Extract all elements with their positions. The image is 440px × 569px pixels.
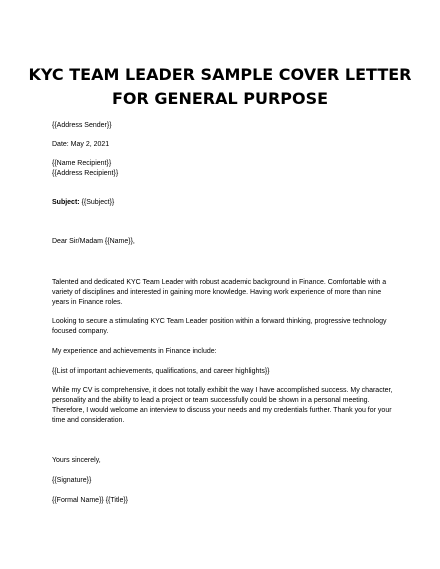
paragraph-2 — [52, 317, 397, 337]
paragraph-1 — [52, 278, 397, 308]
paragraph-2-text: Looking to secure a stimulating KYC Team Leader position within a forward thinking, progressive technology focused company. — [52, 318, 387, 335]
formal-name-title: {{Formal Name}} {{Title}} — [52, 497, 129, 504]
address-recipient: {{Address Recipient}} — [52, 170, 119, 177]
formal-name-block — [52, 496, 397, 506]
paragraph-4 — [52, 367, 397, 377]
closing: Yours sincerely, — [52, 457, 101, 464]
recipient-block — [52, 159, 397, 179]
signature: {{Signature}} — [52, 477, 92, 484]
paragraph-5-text: While my CV is comprehensive, it does not totally exhibit the way I have accomplished success. My character, personality and the ability to lead a project or team successfully could be shown in a personal meeting. Therefore, I would welcome an interview to discuss your needs and my credentials further. Thank you for your time and consideration. — [52, 387, 393, 424]
paragraph-5 — [52, 386, 397, 426]
paragraph-1-text: Talented and dedicated KYC Team Leader with robust academic background in Finance. Comfortable with a variety of disciplines and interested in gaining more knowledge. Having work experience of more than nine years in Finance roles. — [52, 279, 387, 306]
subject-line — [52, 198, 397, 208]
subject-label: Subject: — [52, 199, 80, 206]
address-sender: {{Address Sender}} — [52, 122, 112, 129]
salutation: Dear Sir/Madam {{Name}}, — [52, 238, 135, 245]
paragraph-4-text: {{List of important achievements, qualifications, and career highlights}} — [52, 368, 270, 375]
closing-block — [52, 456, 397, 466]
salutation-block — [52, 237, 397, 247]
name-recipient: {{Name Recipient}} — [52, 160, 112, 167]
date-block — [52, 140, 397, 150]
sender-address — [52, 121, 397, 131]
page-title — [20, 63, 420, 111]
signature-block — [52, 476, 397, 486]
letter-date: Date: May 2, 2021 — [52, 141, 110, 148]
paragraph-3 — [52, 347, 397, 357]
title-line-2: FOR GENERAL PURPOSE — [111, 89, 329, 108]
title-line-1: KYC TEAM LEADER SAMPLE COVER LETTER — [28, 65, 412, 84]
paragraph-3-text: My experience and achievements in Finance include: — [52, 348, 217, 355]
subject-value: {{Subject}} — [79, 199, 115, 206]
